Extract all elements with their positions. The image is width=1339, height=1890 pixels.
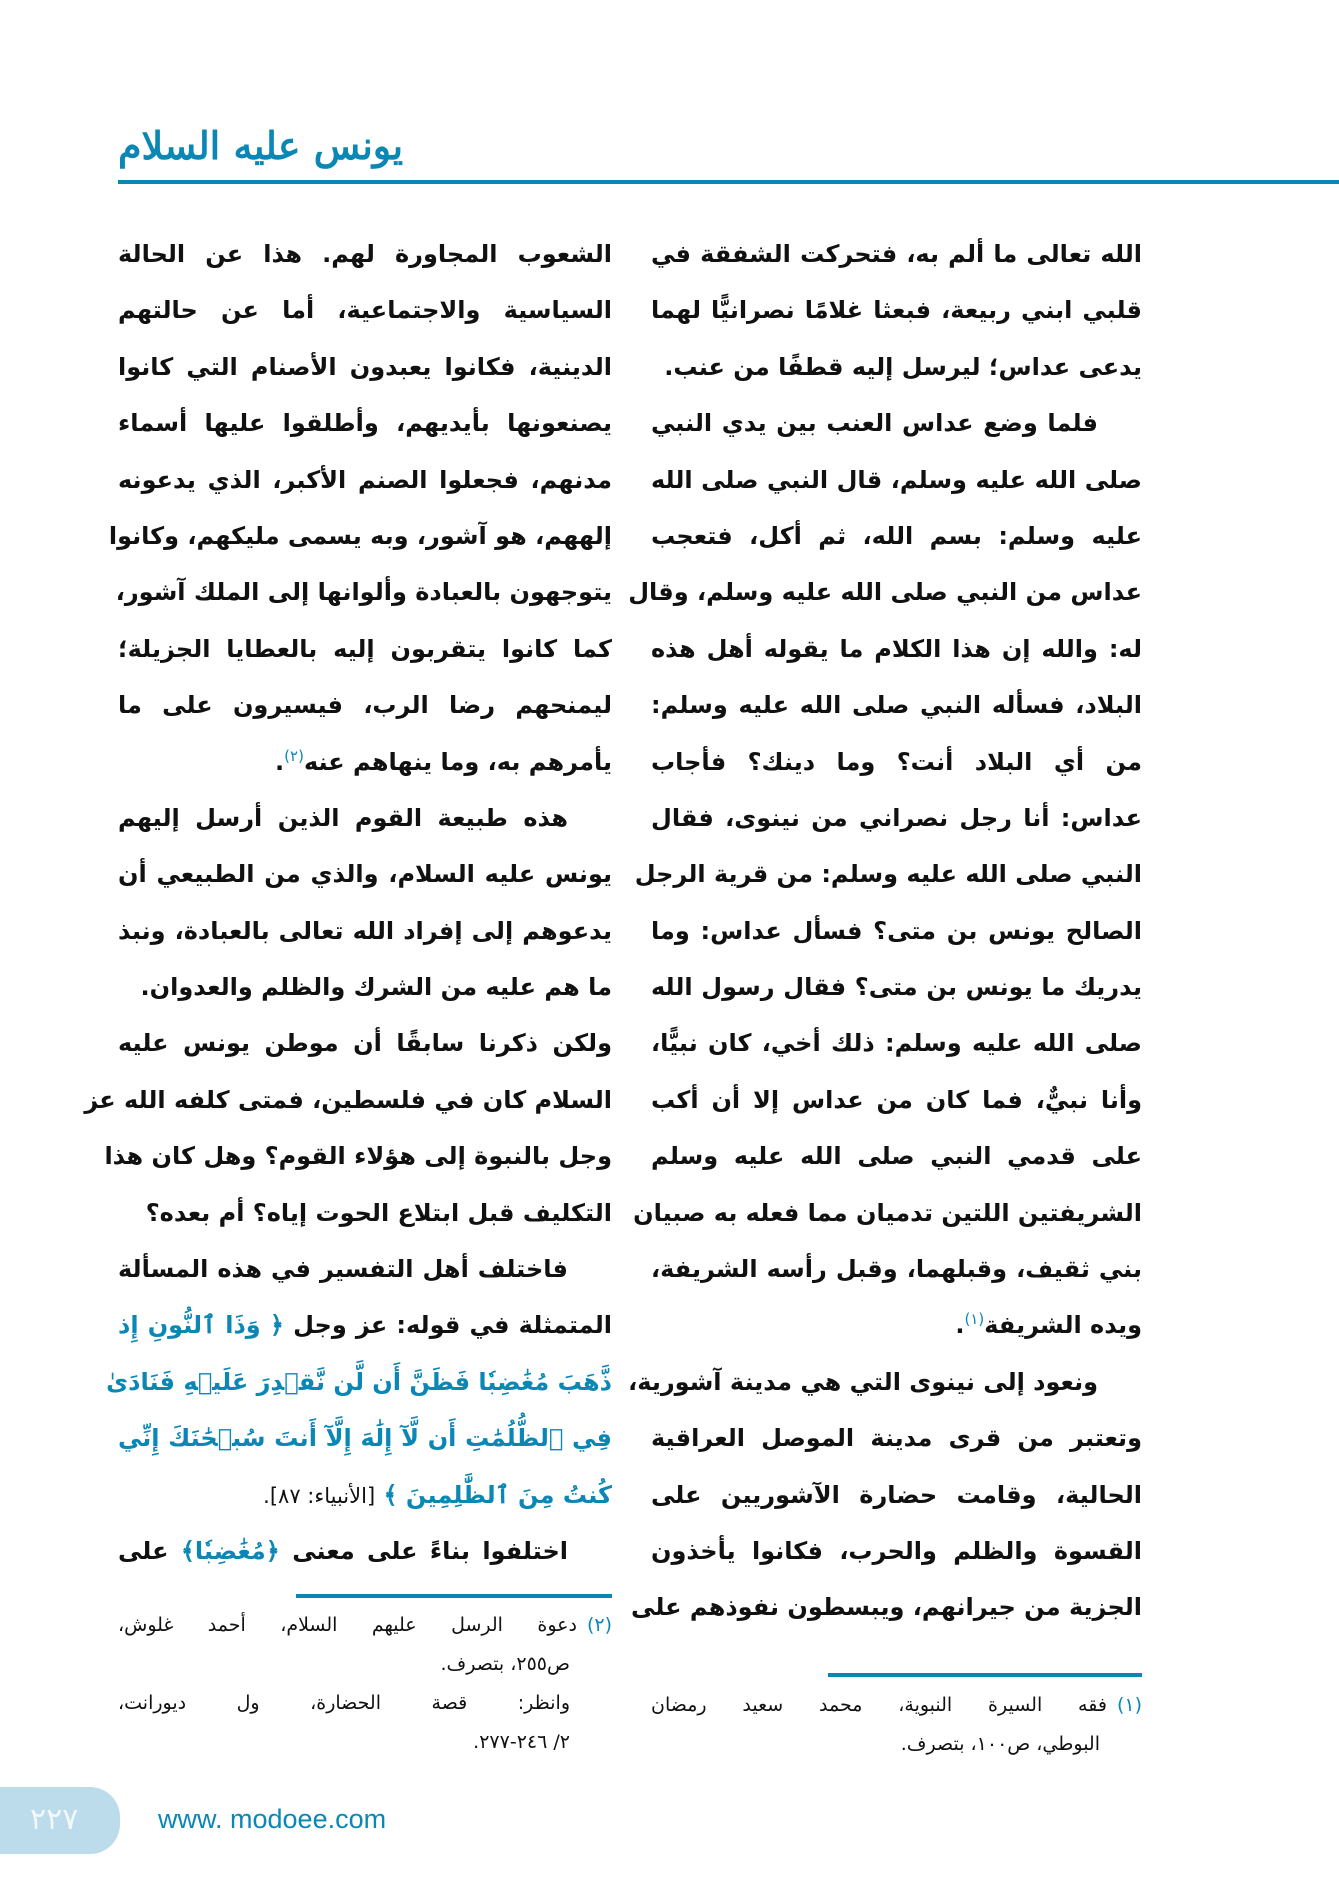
footnote-line: وانظر: قصة الحضارة، ول ديورانت، (118, 1692, 570, 1714)
text-line: قلبي ابني ربيعة، فبعثا غلامًا نصرانيًّا لهما (651, 296, 1142, 325)
text-line: الدينية، فكانوا يعبدون الأصنام التي كانوا (118, 352, 612, 381)
text-line: على قدمي النبي صلى الله عليه وسلم (651, 1142, 1142, 1171)
text-line: الجزية من جيرانهم، ويبسطون نفوذهم على (631, 1593, 1142, 1622)
text-line (118, 1523, 612, 1579)
text-line: النبي صلى الله عليه وسلم: من قرية الرجل (634, 860, 1142, 889)
text-fragment: على (118, 1536, 169, 1565)
website-url: www. modoee.com (158, 1804, 387, 1834)
text-line: يدعوهم إلى إفراد الله تعالى بالعبادة، ونبذ (118, 916, 612, 945)
footnote-rule-right (828, 1673, 1142, 1677)
text-line: مدنهم، فجعلوا الصنم الأكبر، الذي يدعونه (118, 465, 612, 494)
left-column (84, 226, 613, 1579)
text-line: الشريفتين اللتين تدميان مما فعله به صبيان (633, 1198, 1142, 1227)
text-line: بني ثقيف، وقبلهما، وقبل رأسه الشريفة، (651, 1255, 1142, 1284)
text-line: صلى الله عليه وسلم: ذلك أخي، كان نبيًّا، (651, 1029, 1142, 1058)
right-column (628, 226, 1142, 1636)
text-line: ولكن ذكرنا سابقًا أن موطن يونس عليه (118, 1029, 612, 1058)
footnote-line (651, 1686, 1142, 1725)
text-fragment: ويده الشريفة (984, 1311, 1142, 1340)
text-line: فلما وضع عداس العنب بين يدي النبي (651, 409, 1098, 438)
footnote-text: فقه السيرة النبوية، محمد سعيد رمضان (651, 1694, 1107, 1716)
header-rule (118, 180, 1339, 184)
text-line: يدعى عداس؛ ليرسل إليه قطفًا من عنب. (664, 352, 1142, 381)
text-line (651, 1297, 1142, 1353)
text-line (118, 734, 612, 790)
text-fragment: اختلفوا بناءً على معنى (292, 1536, 568, 1565)
footnote-line: البوطي، ص١٠٠، بتصرف. (900, 1733, 1100, 1755)
text-line: الشعوب المجاورة لهم. هذا عن الحالة (118, 240, 612, 268)
footnote-line: ص٢٥٥، بتصرف. (440, 1653, 570, 1675)
text-line: وتعتبر من قرى مدينة الموصل العراقية (651, 1424, 1142, 1453)
text-line: وجل بالنبوة إلى هؤلاء القوم؟ وهل كان هذا (104, 1142, 612, 1171)
quran-verse: ﴿ وَذَا ٱلنُّونِ إِذ (118, 1311, 284, 1340)
footnote-rule-left (296, 1594, 612, 1598)
text-line: إلههم، هو آشور، وبه يسمى مليكهم، وكانوا (108, 521, 612, 550)
quran-verse-line: فِي ٱلظُّلُمَٰتِ أَن لَّآ إِلَٰهَ إِلَّآ أَنتَ سُبۡحَٰنَكَ إِنِّي (118, 1424, 612, 1453)
text-line: السياسية والاجتماعية، أما عن حالتهم (118, 296, 612, 325)
text-fragment: . (275, 747, 285, 776)
footnote-text: دعوة الرسل عليهم السلام، أحمد غلوش، (118, 1614, 577, 1636)
text-line: يصنعونها بأيديهم، وأطلقوا عليها أسماء (118, 409, 612, 438)
footnote-number: (١) (1116, 1694, 1142, 1716)
verse-reference: [الأنبياء: ٨٧]. (263, 1483, 376, 1508)
footnote-ref: (١) (964, 1310, 985, 1329)
text-line: البلاد، فسأله النبي صلى الله عليه وسلم: (651, 691, 1142, 720)
text-fragment: يأمرهم به، وما ينهاهم عنه (303, 747, 612, 776)
text-line: ليمنحهم رضا الرب، فيسيرون على ما (118, 691, 612, 720)
quran-verse-line (118, 1467, 612, 1523)
footnote-line (118, 1606, 612, 1645)
text-line: يتوجهون بالعبادة وألوانها إلى الملك آشور، (115, 578, 612, 607)
footnote-right (651, 1686, 1142, 1764)
text-line: صلى الله عليه وسلم، قال النبي صلى الله (651, 465, 1142, 494)
text-line: كما كانوا يتقربون إليه بالعطايا الجزيلة؛ (118, 634, 612, 663)
quran-verse-line: ذَّهَبَ مُغَٰضِبٗا فَظَنَّ أَن لَّن نَّقۡدِرَ عَلَيۡهِ فَنَادَىٰ (106, 1367, 612, 1396)
text-line: ما هم عليه من الشرك والظلم والعدوان. (140, 973, 612, 1002)
text-line: التكليف قبل ابتلاع الحوت إياه؟ أم بعده؟ (145, 1198, 612, 1227)
text-line: الله تعالى ما ألم به، فتحركت الشفقة في (651, 240, 1142, 268)
text-line: القسوة والظلم والحرب، فكانوا يأخذون (651, 1536, 1142, 1565)
text-fragment: . (955, 1311, 965, 1340)
text-line: فاختلف أهل التفسير في هذه المسألة (118, 1255, 568, 1284)
text-line: يدريك ما يونس بن متى؟ فقال رسول الله (651, 973, 1142, 1002)
text-line: عداس من النبي صلى الله عليه وسلم، وقال (628, 578, 1142, 607)
footnote-ref: (٢) (284, 746, 304, 765)
footnote-number: (٢) (586, 1614, 612, 1636)
text-line: عداس: أنا رجل نصراني من نينوى، فقال (651, 803, 1142, 832)
text-line: الحالية، وقامت حضارة الآشوريين على (651, 1480, 1142, 1509)
text-line: له: والله إن هذا الكلام ما يقوله أهل هذه (651, 634, 1142, 663)
page-number: ٢٢٧ (30, 1802, 79, 1837)
text-line: الصالح يونس بن متى؟ فسأل عداس: وما (651, 916, 1142, 945)
footnote-left (118, 1606, 612, 1762)
quran-verse: كُنتُ مِنَ ٱلظَّٰلِمِينَ ﴾ (383, 1480, 612, 1509)
text-line: وأنا نبيٌّ، فما كان من عداس إلا أن أكب (651, 1085, 1142, 1114)
text-line: ونعود إلى نينوى التي هي مدينة آشورية، (628, 1367, 1098, 1396)
quran-word: ﴿مُغَٰضِبٗا﴾ (180, 1536, 280, 1565)
text-fragment: المتمثلة في قوله: عز وجل (293, 1311, 613, 1340)
text-line: هذه طبيعة القوم الذين أرسل إليهم (118, 803, 568, 832)
text-line: السلام كان في فلسطين، فمتى كلفه الله عز (84, 1085, 612, 1114)
verse-intro-line (118, 1297, 612, 1353)
text-line: من أي البلاد أنت؟ وما دينك؟ فأجاب (651, 747, 1142, 776)
chapter-title-text: يونس عليه السلام (118, 123, 404, 168)
footnote-line: ٢/ ٢٤٦-٢٧٧. (473, 1731, 570, 1753)
text-line: يونس عليه السلام، والذي من الطبيعي أن (118, 860, 612, 889)
text-line: عليه وسلم: بسم الله، ثم أكل، فتعجب (651, 521, 1142, 550)
chapter-title (118, 118, 518, 174)
